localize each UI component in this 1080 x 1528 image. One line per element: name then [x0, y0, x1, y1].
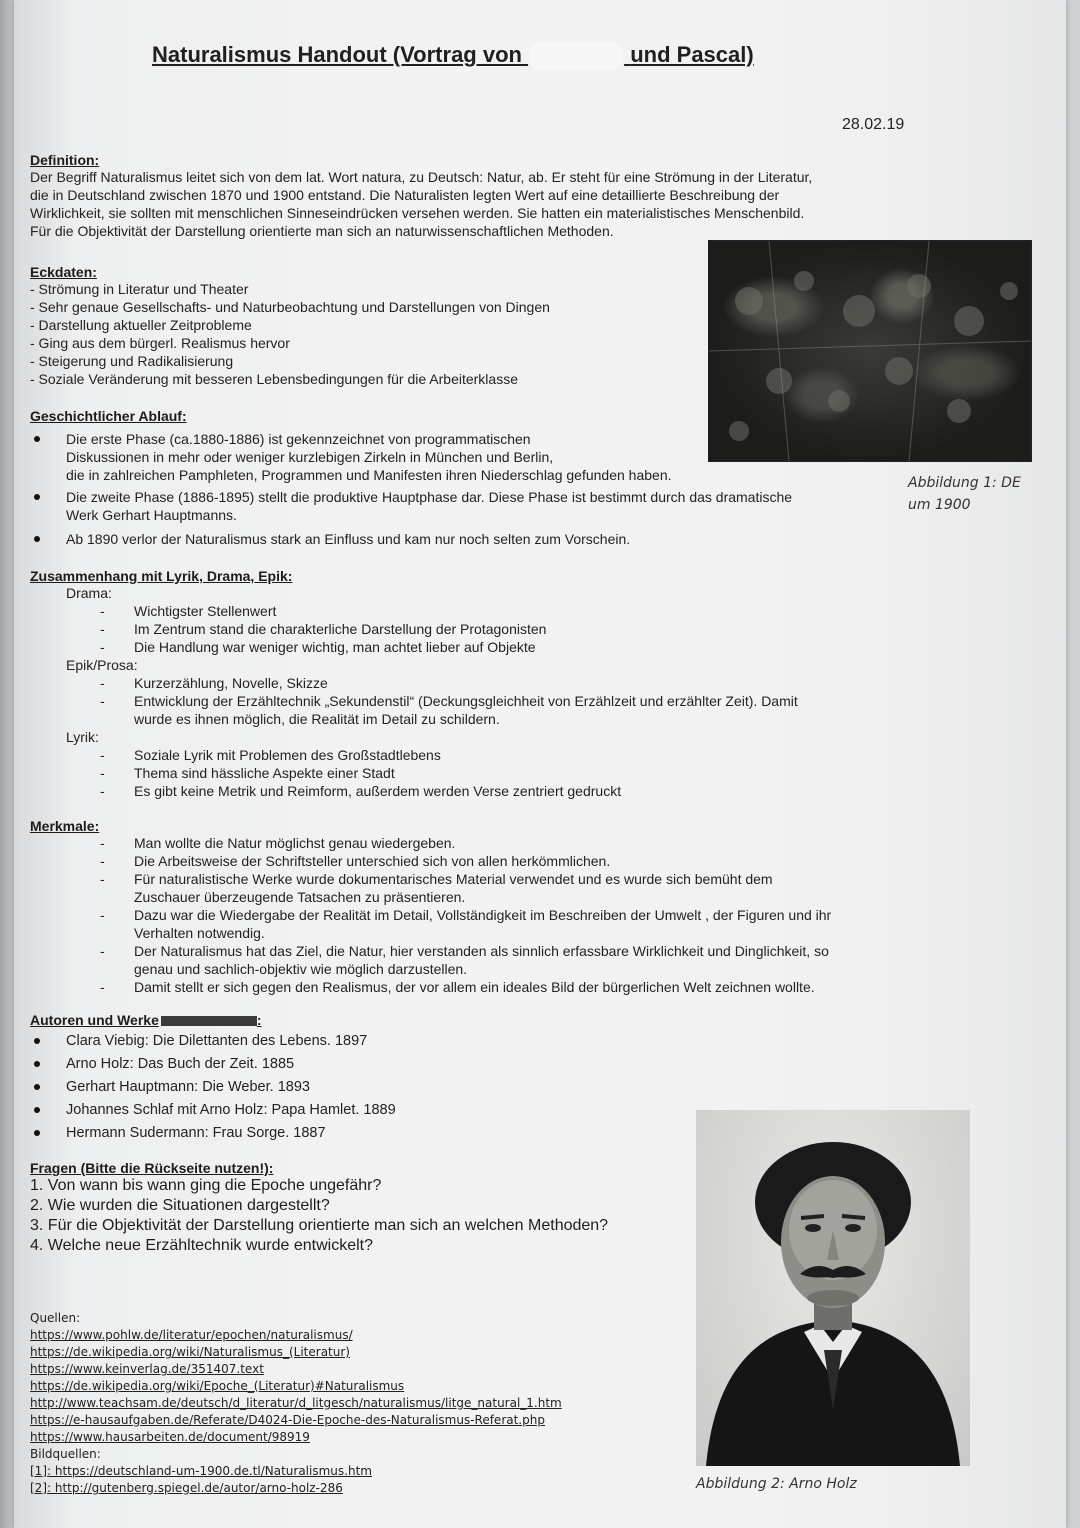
- merkmal-line: - Für naturalistische Werke wurde dokumentarisches Material verwendet und es wurde sich bemüht dem: [100, 871, 773, 887]
- merkmal-text: Man wollte die Natur möglichst genau wiedergeben.: [134, 835, 456, 851]
- fragen-list: [30, 1176, 608, 1256]
- epik-item: - Kurzerzählung, Novelle, Skizze: [100, 675, 328, 691]
- figure-2-caption: Abbildung 2: Arno Holz: [696, 1476, 857, 1492]
- lyrik-item-text: Es gibt keine Metrik und Reimform, außerdem werden Verse zentriert gedruckt: [134, 783, 622, 799]
- epik-item-text: wurde es ihnen möglich, die Realität im Detail zu schildern.: [134, 711, 500, 727]
- lyrik-label: Lyrik:: [66, 729, 99, 745]
- merkmale-list: [100, 834, 831, 996]
- source-link[interactable]: https://www.hausarbeiten.de/document/98919: [30, 1430, 310, 1444]
- source-link[interactable]: https://www.keinverlag.de/351407.text: [30, 1362, 264, 1376]
- lyrik-list: [100, 746, 621, 800]
- merkmal-line: [100, 888, 831, 906]
- autor-item: Gerhart Hauptmann: Die Weber. 1893: [66, 1079, 310, 1095]
- eckdaten-item: - Darstellung aktueller Zeitprobleme: [30, 317, 252, 333]
- title-part-1: Naturalismus Handout (Vortrag von: [152, 42, 522, 67]
- source-link[interactable]: http://www.teachsam.de/deutsch/d_literatur/d_litgesch/naturalismus/litge_natural_1.htm: [30, 1396, 562, 1410]
- eckdaten-item: - Ging aus dem bürgerl. Realismus hervor: [30, 335, 290, 351]
- autor-item: Arno Holz: Das Buch der Zeit. 1885: [66, 1056, 295, 1072]
- figure-1-caption-line: um 1900: [908, 497, 971, 513]
- definition-line: Der Begriff Naturalismus leitet sich von dem lat. Wort natura, zu Deutsch: Natur, ab. Er steht für eine Strömung in der Literatur,: [30, 169, 813, 185]
- merkmal-line: - Der Naturalismus hat das Ziel, die Natur, hier verstanden als sinnlich erfassbare Wirklichkeit und Dinglichkeit, so: [100, 943, 829, 959]
- ablauf-heading: Geschichtlicher Ablauf:: [30, 408, 187, 424]
- merkmal-line: [100, 924, 831, 942]
- merkmal-text: Der Naturalismus hat das Ziel, die Natur, hier verstanden als sinnlich erfassbare Wirklichkeit und Dinglichkeit, so: [134, 943, 829, 959]
- merkmal-text: Zuschauer überzeugende Tatsachen zu präsentieren.: [134, 889, 466, 905]
- drama-item-text: Die Handlung war weniger wichtig, man achtet lieber auf Objekte: [134, 639, 536, 655]
- ablauf-line: die in zahlreichen Pamphleten, Programmen und Manifesten ihren Niederschlag gefunden haben.: [66, 467, 672, 483]
- bullet-icon: [34, 536, 40, 542]
- merkmal-text: Dazu war die Wiedergabe der Realität im Detail, Vollständigkeit im Beschreiben der Umwelt , der Figuren und ihr: [134, 907, 832, 923]
- bullet-icon: [34, 1061, 40, 1067]
- merkmale-heading: Merkmale:: [30, 818, 100, 834]
- epik-list: [100, 674, 798, 728]
- ablauf-line: Die zweite Phase (1886-1895) stellt die produktive Hauptphase dar. Diese Phase ist bestimmt durch das dramatische: [66, 489, 793, 505]
- lyrik-item: - Thema sind hässliche Aspekte einer Stadt: [100, 765, 395, 781]
- epik-item-text: Entwicklung der Erzähltechnik „Sekundenstil“ (Deckungsgleichheit von Erzählzeit und erzählter Zeit). Damit: [134, 693, 798, 709]
- ablauf-line: Werk Gerhart Hauptmanns.: [66, 507, 237, 523]
- eckdaten-item: - Strömung in Literatur und Theater: [30, 281, 249, 297]
- definition-text: [30, 168, 910, 240]
- scan-edge: [0, 0, 14, 1528]
- bullet-icon: [34, 1084, 40, 1090]
- frage-item: 4. Welche neue Erzähltechnik wurde entwickelt?: [30, 1237, 373, 1254]
- ablauf-item-3: [66, 530, 630, 548]
- lyrik-item: - Es gibt keine Metrik und Reimform, außerdem werden Verse zentriert gedruckt: [100, 783, 622, 799]
- source-link[interactable]: https://www.pohlw.de/literatur/epochen/naturalismus/: [30, 1328, 353, 1342]
- title-part-2: und Pascal): [630, 42, 754, 67]
- bullet-icon: [34, 436, 40, 442]
- bildquellen-label: Bildquellen:: [30, 1447, 101, 1461]
- epik-item-text: Kurzerzählung, Novelle, Skizze: [134, 675, 328, 691]
- drama-label: Drama:: [66, 585, 112, 601]
- figure-1-caption-line: Abbildung 1: DE: [908, 475, 1021, 491]
- epik-item: [100, 710, 798, 728]
- merkmal-line: - Man wollte die Natur möglichst genau wiedergeben.: [100, 835, 456, 851]
- drama-list: [100, 602, 546, 656]
- ablauf-line: Ab 1890 verlor der Naturalismus stark an Einfluss und kam nur noch selten zum Vorschein.: [66, 531, 631, 547]
- frage-item: 3. Für die Objektivität der Darstellung orientierte man sich an welchen Methoden?: [30, 1217, 609, 1234]
- frage-item: 2. Wie wurden die Situationen dargestellt?: [30, 1197, 330, 1214]
- frage-item: 1. Von wann bis wann ging die Epoche ungefähr?: [30, 1177, 382, 1194]
- bullet-icon: [34, 1038, 40, 1044]
- image-source-link[interactable]: [1]: https://deutschland-um-1900.de.tl/Naturalismus.htm: [30, 1464, 372, 1478]
- bullet-icon: [34, 1130, 40, 1136]
- quellen-list: [30, 1327, 562, 1497]
- merkmal-text: Die Arbeitsweise der Schriftsteller unterschied sich von allen herkömmlichen.: [134, 853, 611, 869]
- autoren-heading-text: Autoren und Werke: [30, 1012, 159, 1028]
- quellen-label: Quellen:: [30, 1311, 81, 1325]
- definition-line: die in Deutschland zwischen 1870 und 1900 entstand. Die Naturalisten legten Wert auf eine detaillierte Beschreibung der: [30, 187, 780, 203]
- figure-1-drawing: [709, 241, 1031, 461]
- drama-item: - Die Handlung war weniger wichtig, man achtet lieber auf Objekte: [100, 639, 536, 655]
- drama-item-text: Im Zentrum stand die charakterliche Darstellung der Protagonisten: [134, 621, 547, 637]
- eckdaten-heading: Eckdaten:: [30, 264, 97, 280]
- drama-item-text: Wichtigster Stellenwert: [134, 603, 277, 619]
- autor-item: Johannes Schlaf mit Arno Holz: Papa Hamlet. 1889: [66, 1102, 396, 1118]
- ablauf-line: Die erste Phase (ca.1880-1886) ist gekennzeichnet von programmatischen: [66, 431, 531, 447]
- source-link[interactable]: https://e-hausaufgaben.de/Referate/D4024-Die-Epoche-des-Naturalismus-Referat.php: [30, 1413, 545, 1427]
- redacted-name: [530, 42, 622, 70]
- crossed-out-text: [161, 1016, 257, 1026]
- merkmal-line: - Damit stellt er sich gegen den Realismus, der vor allem ein ideales Bild der bürgerlichen Welt zeichnen wollte.: [100, 979, 815, 995]
- autor-item: Hermann Sudermann: Frau Sorge. 1887: [66, 1125, 326, 1141]
- merkmal-text: Damit stellt er sich gegen den Realismus, der vor allem ein ideales Bild der bürgerlichen Welt zeichnen wollte.: [134, 979, 815, 995]
- date-label: 28.02.19: [842, 116, 905, 133]
- figure-1-caption: [908, 472, 1021, 516]
- merkmal-line: [100, 960, 831, 978]
- merkmal-text: genau und sachlich-objektiv wie möglich darzustellen.: [134, 961, 468, 977]
- merkmal-text: Für naturalistische Werke wurde dokumentarisches Material verwendet und es wurde sich bemüht dem: [134, 871, 773, 887]
- autoren-list: [66, 1030, 396, 1145]
- zusammenhang-heading: Zusammenhang mit Lyrik, Drama, Epik:: [30, 568, 293, 584]
- eckdaten-list: [30, 280, 550, 388]
- merkmal-line: - Dazu war die Wiedergabe der Realität im Detail, Vollständigkeit im Beschreiben der Umwelt , der Figuren und ihr: [100, 907, 832, 923]
- ablauf-line: Diskussionen in mehr oder weniger kurzlebigen Zirkeln in München und Berlin,: [66, 449, 554, 465]
- source-link[interactable]: https://de.wikipedia.org/wiki/Epoche_(Literatur)#Naturalismus: [30, 1379, 405, 1393]
- drama-item: - Im Zentrum stand die charakterliche Darstellung der Protagonisten: [100, 621, 547, 637]
- merkmal-line: - Die Arbeitsweise der Schriftsteller unterschied sich von allen herkömmlichen.: [100, 853, 611, 869]
- eckdaten-item: - Steigerung und Radikalisierung: [30, 353, 234, 369]
- eckdaten-item: - Sehr genaue Gesellschafts- und Naturbeobachtung und Darstellungen von Dingen: [30, 299, 550, 315]
- eckdaten-item: - Soziale Veränderung mit besseren Lebensbedingungen für die Arbeiterklasse: [30, 371, 518, 387]
- lyrik-item-text: Thema sind hässliche Aspekte einer Stadt: [134, 765, 395, 781]
- epik-item: - Entwicklung der Erzähltechnik „Sekundenstil“ (Deckungsgleichheit von Erzählzeit und erzählter Zeit). Damit: [100, 693, 798, 709]
- autoren-heading: Autoren und Werke :: [30, 1012, 262, 1028]
- figure-2-image: [696, 1110, 970, 1466]
- handout-page: [14, 0, 1066, 1528]
- lyrik-item: - Soziale Lyrik mit Problemen des Großstadtlebens: [100, 747, 441, 763]
- portrait-drawing: [696, 1110, 970, 1466]
- page-title: [152, 42, 754, 70]
- definition-line: Wirklichkeit, sie sollten mit menschlichen Sinneseindrücken versehen werden. Sie hatten ein materialistisches Menschenbild.: [30, 205, 805, 221]
- drama-item: - Wichtigster Stellenwert: [100, 603, 277, 619]
- bullet-icon: [34, 494, 40, 500]
- autor-item: Clara Viebig: Die Dilettanten des Lebens. 1897: [66, 1033, 368, 1049]
- ablauf-item-1: [66, 430, 672, 484]
- epik-label: Epik/Prosa:: [66, 657, 138, 673]
- image-source-link[interactable]: [2]: http://gutenberg.spiegel.de/autor/arno-holz-286: [30, 1481, 343, 1495]
- lyrik-item-text: Soziale Lyrik mit Problemen des Großstadtlebens: [134, 747, 441, 763]
- figure-1-image: [708, 240, 1032, 462]
- definition-heading: Definition:: [30, 152, 100, 168]
- merkmal-text: Verhalten notwendig.: [134, 925, 265, 941]
- ablauf-item-2: [66, 488, 792, 524]
- fragen-heading: Fragen (Bitte die Rückseite nutzen!):: [30, 1160, 274, 1176]
- source-link[interactable]: https://de.wikipedia.org/wiki/Naturalismus_(Literatur): [30, 1345, 350, 1359]
- definition-line: Für die Objektivität der Darstellung orientierte man sich an naturwissenschaftlichen Methoden.: [30, 223, 614, 239]
- bullet-icon: [34, 1107, 40, 1113]
